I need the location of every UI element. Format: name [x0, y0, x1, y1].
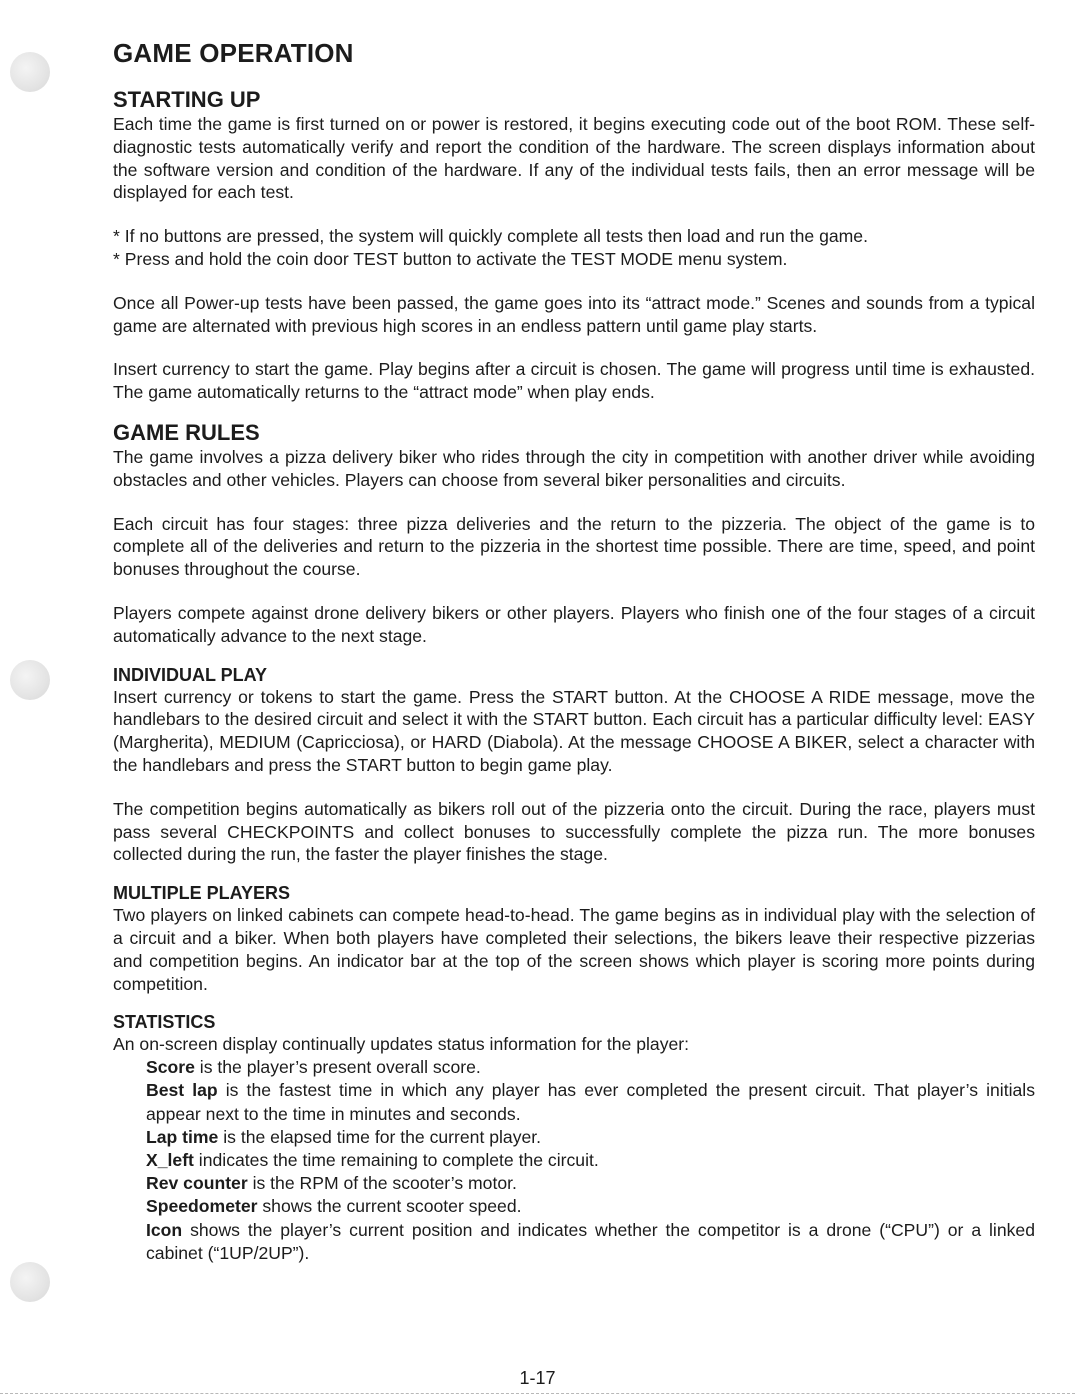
- section-heading-individual-play: INDIVIDUAL PLAY: [113, 664, 268, 685]
- statistics-list: [113, 1056, 1035, 1265]
- stat-desc: shows the player’s current position and indicates whether the competitor is a drone (“CPU”) or a linked cabinet (“1UP/2UP”).: [146, 1219, 1035, 1263]
- section-starting-up: [113, 87, 1035, 404]
- stat-desc: indicates the time remaining to complete the circuit.: [193, 1149, 599, 1170]
- stat-item-best-lap: [146, 1079, 1035, 1125]
- section-statistics: [113, 1011, 1035, 1265]
- binder-hole-bottom: [10, 1262, 50, 1302]
- section-heading-multiple-players: MULTIPLE PLAYERS: [113, 883, 291, 904]
- paragraph: Two players on linked cabinets can compete head-to-head. The game begins as in individual play with the selection of a circuit and a biker. When both players have completed their selections, the bikers leave their respective pizzerias and competition begins. An indicator bar at the top of the screen shows which player is scoring more points during competition.: [113, 905, 1035, 994]
- stat-desc: is the player’s present overall score.: [194, 1057, 481, 1078]
- stat-term: Lap time: [146, 1126, 219, 1147]
- paragraph: Players compete against drone delivery bikers or other players. Players who finish one of the four stages of a circuit automatically advance to the next stage.: [113, 602, 1035, 646]
- binder-hole-middle: [10, 660, 50, 700]
- paragraph: Each circuit has four stages: three pizza deliveries and the return to the pizzeria. The object of the game is to complete all of the deliveries and return to the pizzeria in the shortest time possible. There are time, speed, and point bonuses throughout the course.: [113, 513, 1035, 580]
- stat-desc: is the fastest time in which any player has ever completed the present circuit. That player’s initials appear next to the time in minutes and seconds.: [146, 1080, 1035, 1124]
- stat-term: Best lap: [146, 1080, 218, 1101]
- stat-item-lap-time: [146, 1126, 1035, 1149]
- stat-term: X_left: [146, 1149, 194, 1170]
- bullet-item: * Press and hold the coin door TEST button to activate the TEST MODE menu system.: [113, 248, 788, 269]
- binder-hole-top: [10, 52, 50, 92]
- paragraph: Insert currency to start the game. Play begins after a circuit is chosen. The game will progress until time is exhausted. The game automatically returns to the “attract mode” when play ends.: [113, 359, 1035, 403]
- bottom-divider: [0, 1393, 1075, 1394]
- paragraph: The competition begins automatically as bikers roll out of the pizzeria onto the circuit. During the race, players must pass several CHECKPOINTS and collect bonuses to successfully complete the pizza run. The more bonuses collected during the run, the faster the player finishes the stage.: [113, 798, 1035, 865]
- section-individual-play: [113, 664, 1035, 867]
- stat-term: Score: [146, 1057, 195, 1078]
- page-number: 1-17: [519, 1368, 556, 1388]
- paragraph: Once all Power-up tests have been passed, the game goes into its “attract mode.” Scenes and sounds from a typical game are alternated with previous high scores in an endless pattern until game play starts.: [113, 292, 1035, 336]
- stat-desc: shows the current scooter speed.: [257, 1196, 522, 1217]
- manual-page: [113, 38, 1035, 1265]
- paragraph: An on-screen display continually updates status information for the player:: [113, 1034, 690, 1055]
- section-game-rules: [113, 420, 1035, 648]
- stat-item-icon: [146, 1219, 1035, 1265]
- bullet-item: * If no buttons are pressed, the system will quickly complete all tests then load and run the game.: [113, 226, 868, 247]
- stat-desc: is the RPM of the scooter’s motor.: [247, 1173, 517, 1194]
- page-title: GAME OPERATION: [113, 38, 354, 68]
- paragraph: Each time the game is first turned on or power is restored, it begins executing code out of the boot ROM. These self-diagnostic tests automatically verify and report the condition of the hardware. The screen displays information about the software version and condition of the hardware. If any of the individual tests fails, then an error message will be displayed for each test.: [113, 114, 1035, 203]
- stat-desc: is the elapsed time for the current player.: [218, 1126, 542, 1147]
- stat-item-x-left: [146, 1149, 1035, 1172]
- section-heading-statistics: STATISTICS: [113, 1012, 216, 1033]
- stat-term: Icon: [146, 1219, 183, 1240]
- section-heading-starting-up: STARTING UP: [113, 87, 261, 112]
- paragraph: Insert currency or tokens to start the game. Press the START button. At the CHOOSE A RIDE message, move the handlebars to the desired circuit and select it with the START button. Each circuit has a particular difficulty level: EASY (Margherita), MEDIUM (Capricciosa), or HARD (Diabola). At the message CHOOSE A BIKER, select a character with the handlebars and press the START button to begin game play.: [113, 686, 1035, 775]
- stat-term: Rev counter: [146, 1173, 248, 1194]
- stat-item-score: [146, 1056, 1035, 1079]
- stat-term: Speedometer: [146, 1196, 258, 1217]
- section-heading-game-rules: GAME RULES: [113, 419, 260, 445]
- stat-item-speedometer: [146, 1195, 1035, 1218]
- paragraph: The game involves a pizza delivery biker who rides through the city in competition with another driver while avoiding obstacles and other vehicles. Players can choose from several biker personalities and circuits.: [113, 446, 1035, 490]
- stat-item-rev-counter: [146, 1172, 1035, 1195]
- bullet-list: [113, 225, 1035, 271]
- section-multiple-players: [113, 882, 1035, 995]
